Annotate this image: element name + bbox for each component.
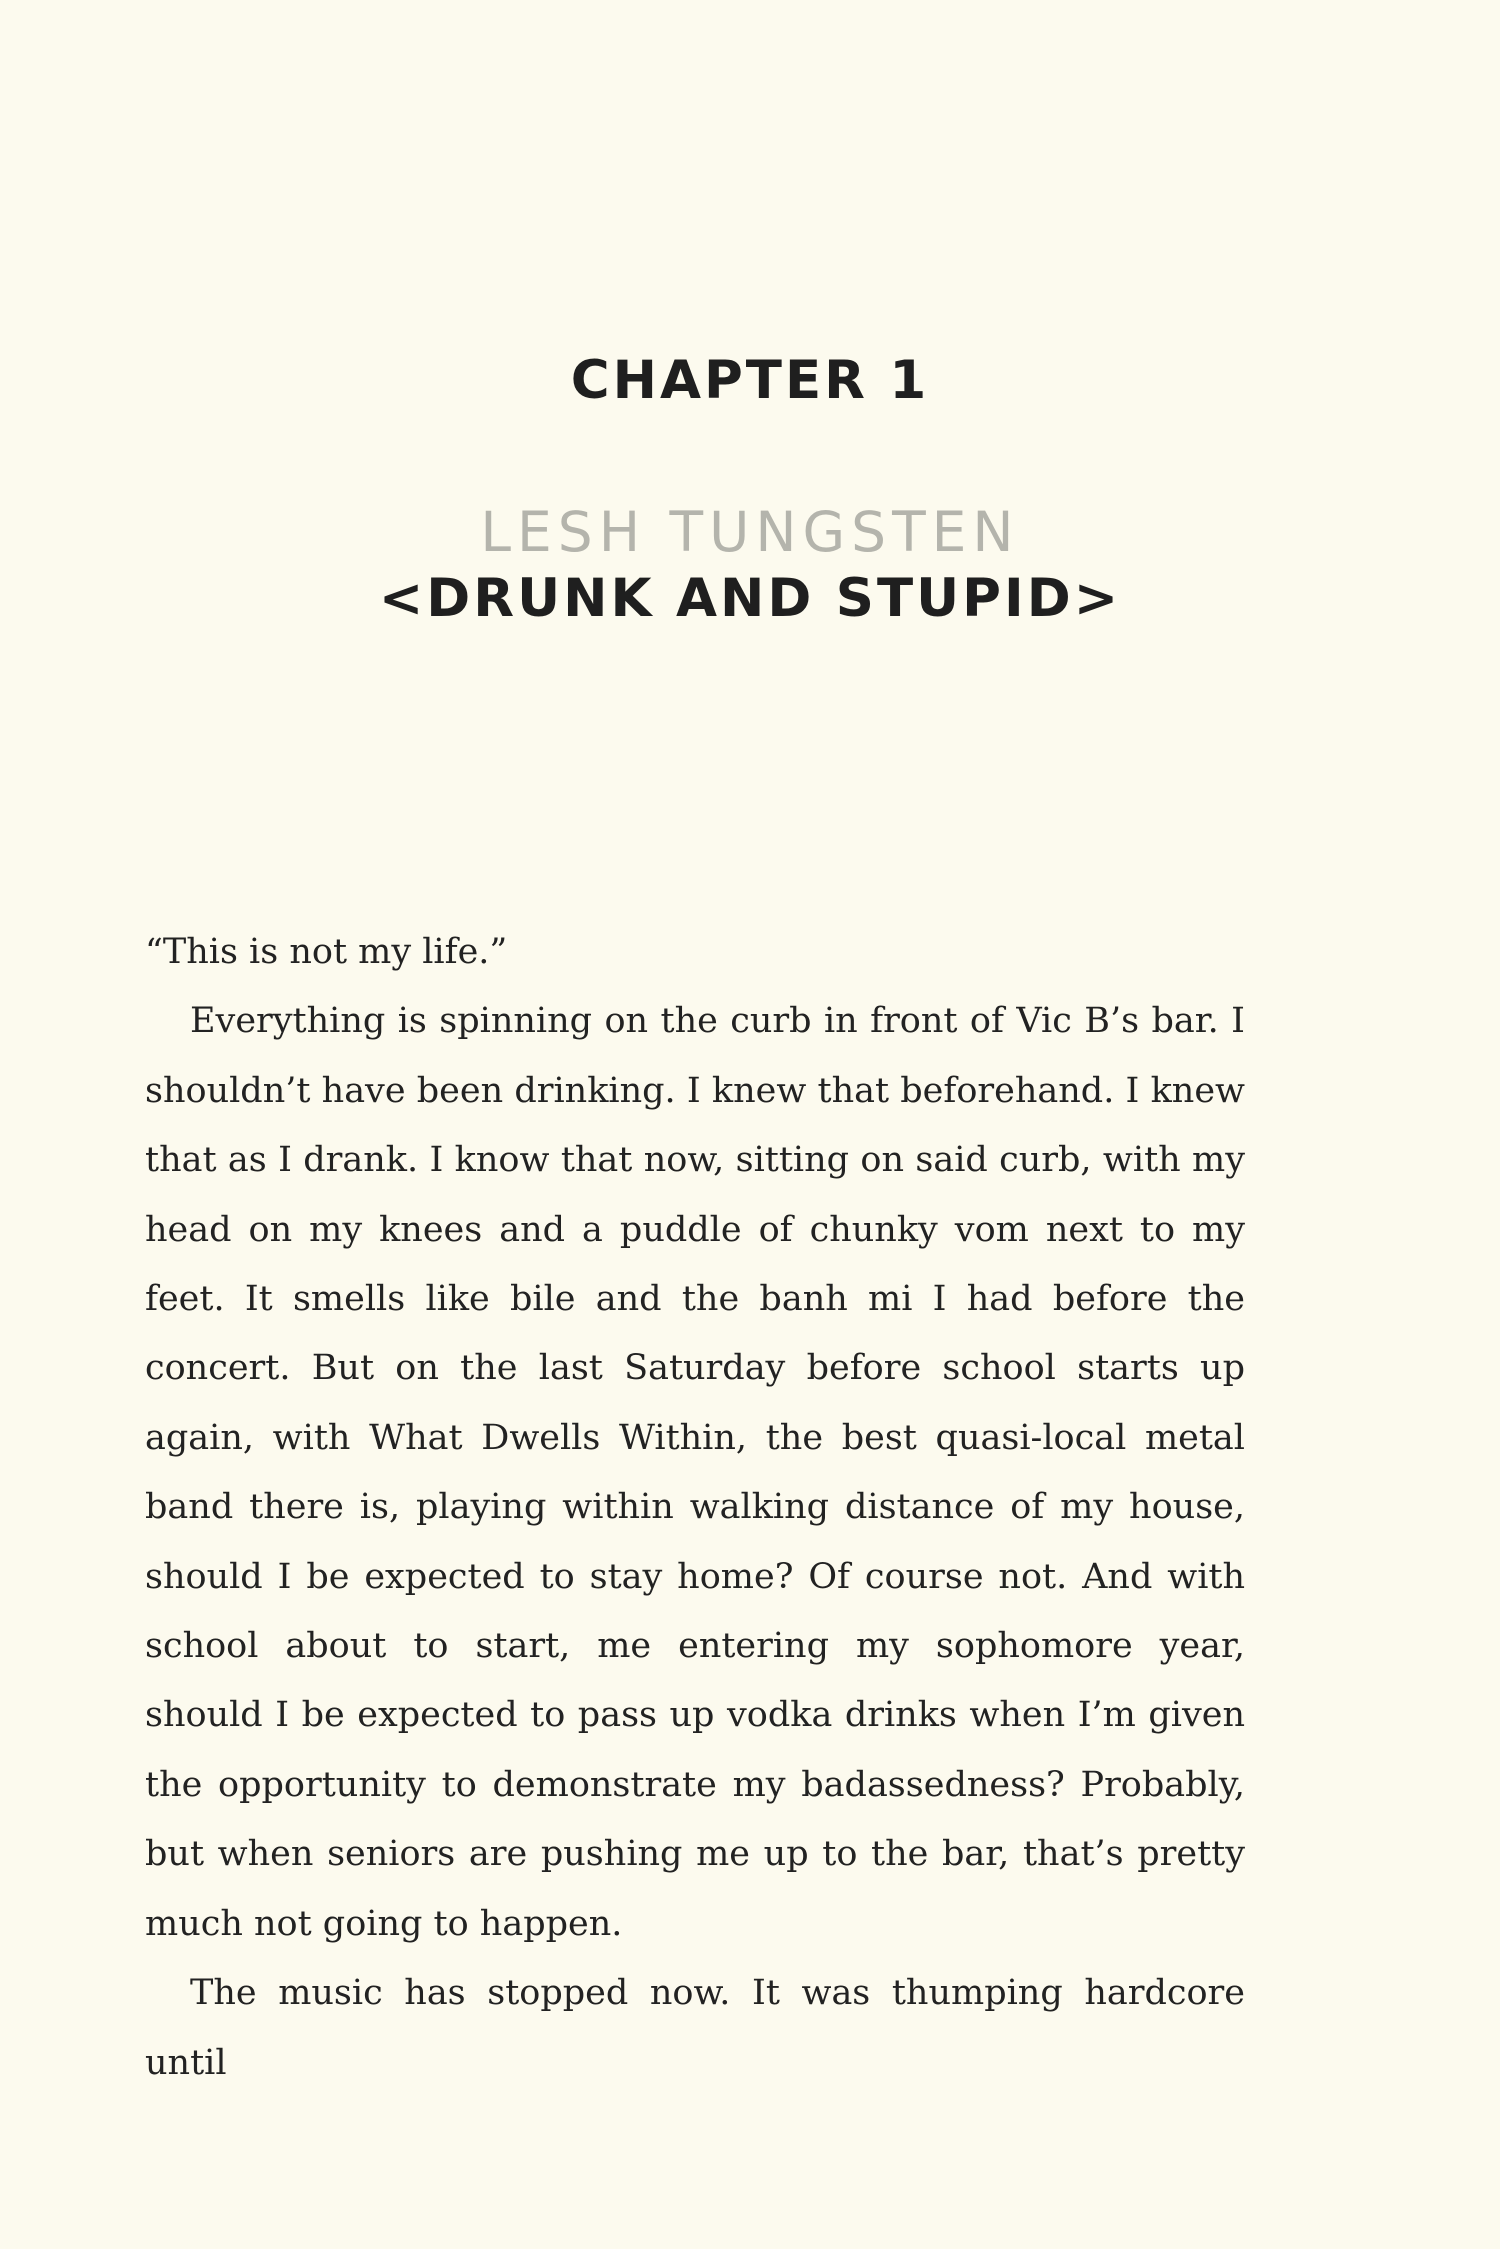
body-text (145, 918, 1245, 2098)
paragraph-continued: The music has stopped now. It was thumping hardcore until (145, 1973, 1245, 2083)
chapter-heading: CHAPTER 1 (570, 350, 930, 411)
chapter-title: <DRUNK AND STUPID> (378, 568, 1122, 629)
opening-line: “This is not my life.” (145, 932, 508, 972)
paragraph: Everything is spinning on the curb in front of Vic B’s bar. I shouldn’t have been drinking. I knew that beforehand. I knew that as I drank. I know that now, sitting on said curb, with my head on my knees and a puddle of chunky vom next to my feet. It smells like bile and the banh mi I had before the concert. But on the last Saturday before school starts up again, with What Dwells Within, the best quasi-local metal band there is, playing within walking distance of my house, should I be expected to stay home? Of course not. And with school about to start, me entering my sophomore year, should I be expected to pass up vodka drinks when I’m given the opportunity to demonstrate my badassedness? Probably, but when seniors are pushing me up to the bar, that’s pretty much not going to happen. (145, 1001, 1245, 1944)
chapter-narrator: LESH TUNGSTEN (480, 500, 1020, 564)
